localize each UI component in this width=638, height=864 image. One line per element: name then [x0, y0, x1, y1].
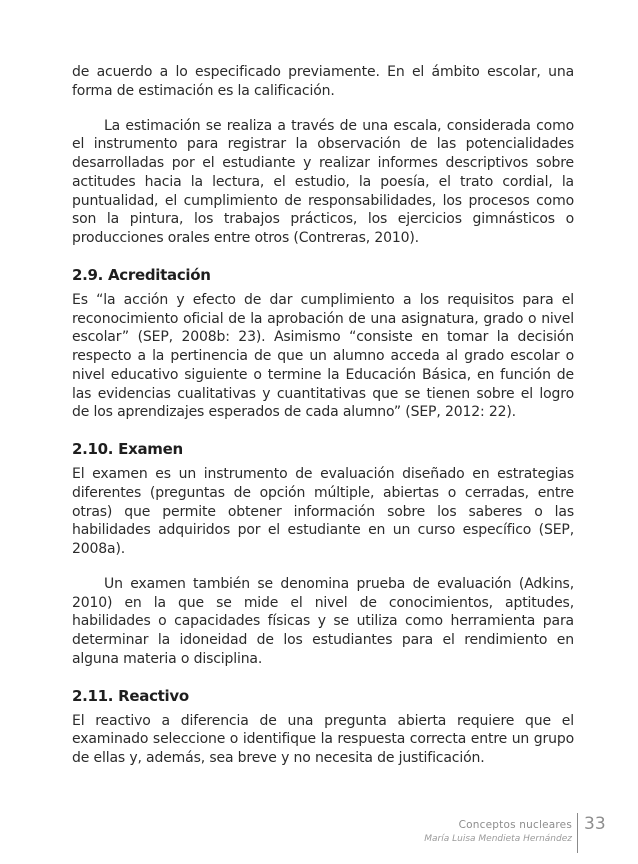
paragraph-estimacion-escala: La estimación se realiza a través de una escala, considerada como el instrumento para registrar la observación de las potencialidades desarrolladas por el estudiante y realizar informes descriptivos sobre actitudes hacia la lectura, el estudio, la poesía, el trato cordial, la puntualidad, el cumplimiento de responsabilidades, los procesos como son la pintura, los trabajos prácticos, los ejercicios gimnásticos o producciones orales entre otros (Contreras, 2010).	[72, 117, 574, 246]
paragraph-reactivo: El reactivo a diferencia de una pregunta abierta requiere que el examinado seleccione o identifique la respuesta correcta entre un grupo de ellas y, además, sea breve y no necesita de justificación.	[72, 712, 574, 766]
running-footer	[424, 818, 572, 846]
heading-examen: 2.10. Examen	[72, 440, 183, 458]
footer-divider	[577, 813, 578, 853]
paragraph-acreditacion: Es “la acción y efecto de dar cumplimiento a los requisitos para el reconocimiento oficial de la aprobación de una asignatura, grado o nivel escolar” (SEP, 2008b: 23). Asimismo “consiste en tomar la decisión respecto a la pertinencia de que un alumno acceda al grado escolar o nivel educativo siguiente o termine la Educación Básica, en función de las evidencias cualitativas y cuantitativas que se tienen sobre el logro de los aprendizajes esperados de cada alumno” (SEP, 2012: 22).	[72, 291, 574, 421]
page-body	[72, 63, 574, 768]
paragraph-examen-definicion: El examen es un instrumento de evaluación diseñado en estrategias diferentes (preguntas de opción múltiple, abiertas o cerradas, entre otras) que permite obtener información sobre los saberes o las habilidades adquiridos por el estudiante en un curso específico (SEP, 2008a).	[72, 466, 574, 557]
page-number: 33	[584, 814, 606, 834]
heading-reactivo: 2.11. Reactivo	[72, 686, 189, 705]
author-name: María Luisa Mendieta Hernández	[424, 834, 572, 844]
paragraph-examen-prueba: Un examen también se denomina prueba de evaluación (Adkins, 2010) en la que se mide el nivel de conocimientos, aptitudes, habilidades o capacidades físicas y se utiliza como herramienta para determinar la idoneidad de los estudiantes para el rendimiento en alguna materia o disciplina.	[72, 575, 574, 667]
book-title: Conceptos nucleares	[458, 819, 572, 831]
paragraph-estimacion-intro: de acuerdo a lo especificado previamente. En el ámbito escolar, una forma de estimación es la calificación.	[72, 64, 574, 99]
heading-acreditacion: 2.9. Acreditación	[72, 265, 211, 284]
